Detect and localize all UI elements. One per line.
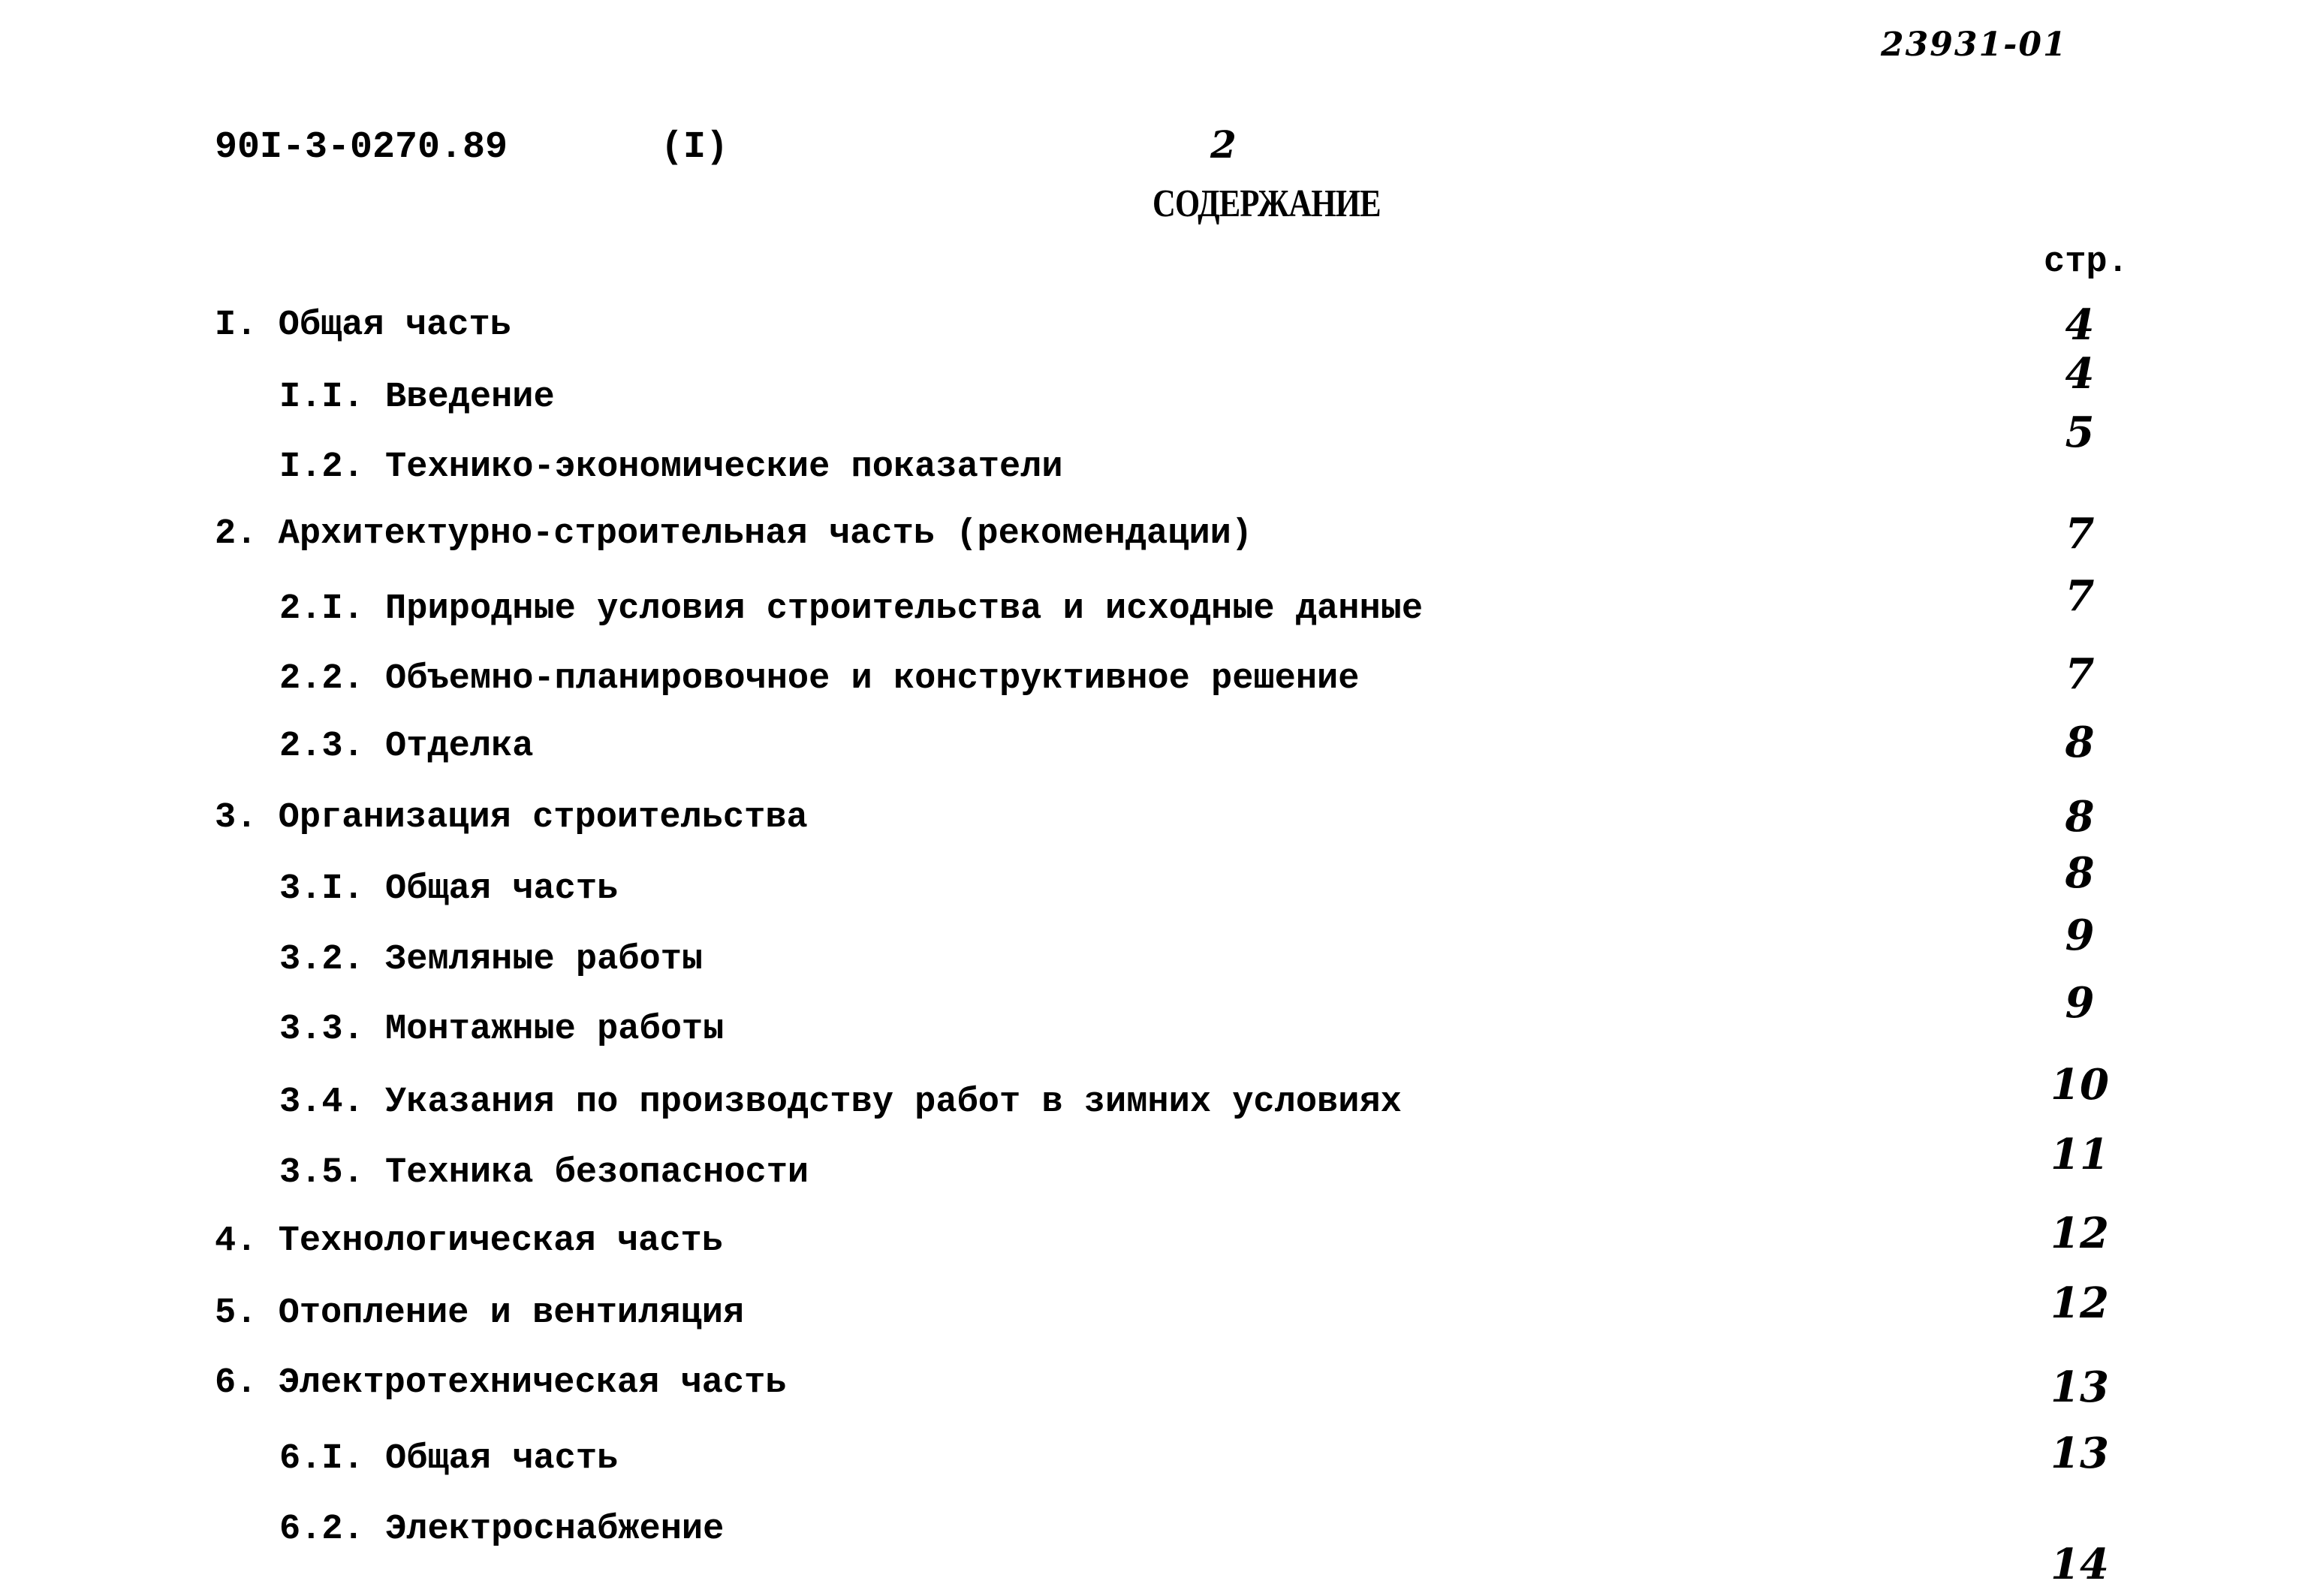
- toc-page-number: 9: [2065, 911, 2095, 960]
- toc-item: I.2. Технико-экономические показатели: [279, 447, 1063, 487]
- toc-page-number: 11: [2050, 1130, 2109, 1179]
- document-code: 90I-3-0270.89: [215, 126, 508, 169]
- toc-item: 5. Отопление и вентиляция: [215, 1293, 745, 1333]
- toc-item: 4. Технологическая часть: [215, 1221, 723, 1261]
- toc-page-number: 5: [2065, 408, 2095, 457]
- toc-page-number: 7: [2065, 571, 2095, 621]
- toc-page-number: 10: [2050, 1060, 2109, 1110]
- toc-item: 3.2. Земляные работы: [279, 940, 704, 980]
- volume-number: (I): [661, 126, 729, 169]
- toc-item: 3. Организация строительства: [215, 798, 808, 838]
- toc-item: 3.4. Указания по производству работ в зимних условиях: [279, 1083, 1402, 1122]
- toc-item: 3.I. Общая часть: [279, 869, 619, 909]
- toc-item: 2. Архитектурно-строительная часть (рекомендации): [215, 514, 1253, 554]
- toc-page-number: 8: [2065, 718, 2095, 767]
- toc-page-number: 8: [2065, 848, 2095, 898]
- toc-item: 2.2. Объемно-планировочное и конструктивное решение: [279, 659, 1360, 699]
- toc-item: 6. Электротехническая часть: [215, 1363, 787, 1403]
- toc-page-number: 7: [2065, 509, 2095, 559]
- toc-item: 6.2. Электроснабжение: [279, 1510, 725, 1549]
- toc-page-number: 8: [2065, 792, 2095, 842]
- page-column-label: стр.: [2044, 242, 2129, 282]
- page-title: СОДЕРЖАНИЕ: [1152, 182, 1381, 225]
- page-number: 2: [1210, 122, 1237, 167]
- toc-item: 3.3. Монтажные работы: [279, 1010, 725, 1049]
- toc-item: I. Общая часть: [215, 306, 511, 345]
- toc-item: 2.I. Природные условия строительства и исходные данные: [279, 589, 1424, 629]
- toc-item: 2.3. Отделка: [279, 727, 534, 766]
- toc-page-number: 12: [2050, 1278, 2109, 1328]
- toc-item: 6.I. Общая часть: [279, 1439, 619, 1479]
- toc-page-number: 9: [2065, 978, 2095, 1028]
- toc-page-number: 14: [2050, 1540, 2109, 1589]
- toc-item: 3.5. Техника безопасности: [279, 1153, 809, 1193]
- toc-page-number: 4: [2065, 300, 2095, 350]
- toc-page-number: 13: [2050, 1363, 2109, 1412]
- toc-page-number: 13: [2050, 1429, 2109, 1478]
- toc-item: I.I. Введение: [279, 378, 555, 417]
- archive-number: 23931-01: [1881, 26, 2068, 64]
- toc-page-number: 4: [2065, 349, 2095, 399]
- toc-page-number: 12: [2050, 1209, 2109, 1258]
- toc-page-number: 7: [2065, 649, 2095, 699]
